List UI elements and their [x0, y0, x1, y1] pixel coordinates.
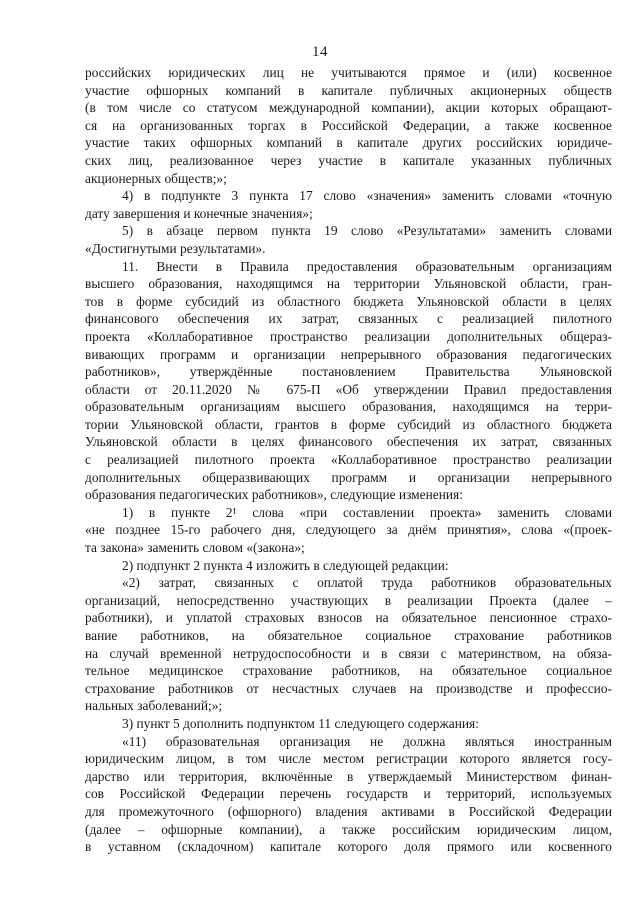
text-line: (далее – офшорные компании), а также российским юридическим лицом,	[85, 821, 612, 837]
text-line: области от 20.11.2020 № 675-П «Об утверждении Правил предоставления	[85, 381, 612, 397]
text-line: проекта «Коллаборативное пространство реализации дополнительных общераз-	[85, 328, 612, 344]
text-line: с реализацией пилотного проекта «Коллаборативное пространство реализации	[85, 452, 612, 468]
text-line: участие таких офшорных компаний в капитале других российских юридиче-	[85, 135, 612, 151]
text-line: дополнительных общеразвивающих программ и организации непрерывного	[85, 469, 612, 485]
text-line: 1) в пункте 2¹ слова «при составлении проекта» заменить словами	[122, 504, 612, 520]
text-line: ся на организованных торгах в Российской Федерации, а также косвенное	[85, 117, 612, 133]
text-line: организаций, непосредственно участвующих в реализации Проекта (далее –	[85, 592, 612, 608]
text-line: та закона» заменить словом «(закона»;	[85, 540, 305, 556]
text-line: 4) в подпункте 3 пункта 17 слово «значения» заменить словами «точную	[122, 188, 612, 204]
text-line: в уставном (складочном) капитале которого доля прямого или косвенного	[85, 839, 612, 855]
text-line: российских юридических лиц не учитываются прямое и (или) косвенное	[85, 65, 612, 80]
text-line: тов в форме субсидий из областного бюджета Ульяновской области в целях	[85, 293, 612, 309]
text-line: сов Российской Федерации перечень государств и территорий, используемых	[85, 786, 612, 802]
text-line: высшего образования, находящимся на территории Ульяновской области, гран-	[85, 276, 612, 292]
text-line: образования педагогических работников», следующие изменения:	[85, 487, 463, 503]
text-line: «Достигнутыми результатами».	[85, 240, 266, 256]
text-line: «не позднее 15-го рабочего дня, следующего за днём принятия», слова «(проек-	[85, 522, 612, 538]
text-line: 5) в абзаце первом пункта 19 слово «Результатами» заменить словами	[122, 223, 612, 239]
text-line: образовательным организациям высшего образования, находящимся на терри-	[85, 399, 612, 415]
page-number: 14	[312, 44, 328, 60]
text-line: для промежуточного (офшорного) владения активами в Российской Федерации	[85, 803, 612, 819]
text-line: дату завершения и конечные значения»;	[85, 205, 313, 221]
text-line: Ульяновской области в целях финансового обеспечения их затрат, связанных	[85, 434, 612, 450]
text-line: «2) затрат, связанных с оплатой труда работников образовательных	[122, 575, 612, 591]
text-line: тельное медицинское страхование работников, на обязательное социальное	[85, 663, 612, 679]
text-line: акционерных обществ;»;	[85, 170, 227, 186]
text-line: юридическим лицом, в том числе местом регистрации которого является госу-	[85, 751, 612, 767]
text-line: страхование работников от несчастных случаев на производстве и профессио-	[85, 680, 612, 696]
text-line: вивающих программ и организации непрерывного образования педагогических	[85, 346, 612, 362]
text-line: на случай временной нетрудоспособности и в связи с материнством, на обяза-	[85, 645, 612, 661]
text-line: 11. Внести в Правила предоставления образовательным организациям	[122, 258, 612, 274]
text-line: «11) образовательная организация не должна являться иностранным	[122, 733, 612, 749]
text-line: участие офшорных компаний в капитале публичных акционерных обществ	[85, 82, 612, 98]
text-line: работников», утверждённые постановлением Правительства Ульяновской	[85, 364, 612, 380]
document-body	[85, 64, 612, 856]
text-line: вание работников, на обязательное социальное страхование работников	[85, 628, 612, 643]
text-line: финансового обеспечения их затрат, связанных с реализацией пилотного	[85, 311, 612, 327]
text-line: тории Ульяновской области, грантов в форме субсидий из областного бюджета	[85, 416, 612, 432]
text-line: (в том числе со статусом международной компании), акции которых обращают-	[85, 100, 612, 116]
text-line: 2) подпункт 2 пункта 4 изложить в следующей редакции:	[122, 557, 449, 573]
text-line: работники), и уплатой страховых взносов на обязательное пенсионное страхо-	[85, 610, 612, 626]
text-line: 3) пункт 5 дополнить подпунктом 11 следующего содержания:	[122, 715, 479, 731]
text-line: дарство или территория, включённые в утверждаемый Министерством финан-	[85, 768, 612, 784]
text-line: ских лиц, реализованное через участие в капитале указанных публичных	[85, 152, 612, 168]
text-line: нальных заболеваний;»;	[85, 698, 223, 714]
